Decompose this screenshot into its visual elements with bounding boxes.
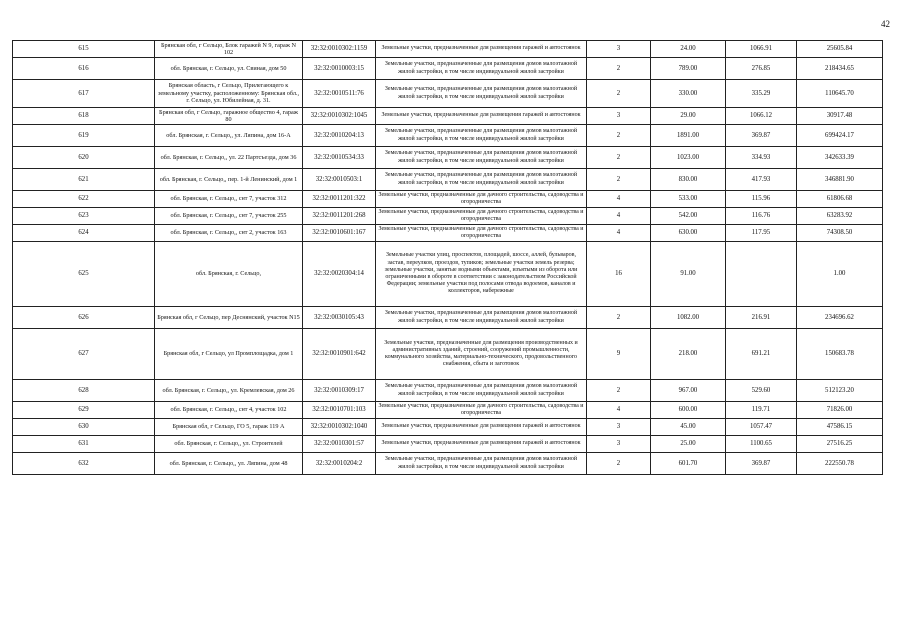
group-cell: 3 — [587, 41, 651, 58]
row-number-cell: 626 — [13, 307, 155, 329]
area-cell: 789.00 — [651, 58, 726, 80]
specific-value-cell: 334.93 — [726, 147, 797, 169]
cadastral-value-cell: 699424.17 — [797, 125, 883, 147]
area-cell: 1891.00 — [651, 125, 726, 147]
land-use-cell: Земельные участки, предназначенные для размещения гаражей и автостоянок — [376, 41, 587, 58]
row-number-cell: 631 — [13, 436, 155, 453]
land-use-cell: Земельные участки, предназначенные для дачного строительства, садоводства и огородничества — [376, 225, 587, 242]
specific-value-cell: 1066.91 — [726, 41, 797, 58]
land-use-cell: Земельные участки, предназначенные для дачного строительства, садоводства и огородничества — [376, 402, 587, 419]
cadastral-number-cell: 32:32:0010302:1040 — [303, 419, 376, 436]
address-cell: обл. Брянская, г. Сельцо,, пер. 1-й Ленинский, дом 1 — [155, 169, 303, 191]
cadastral-value-cell: 61806.68 — [797, 191, 883, 208]
group-cell: 4 — [587, 402, 651, 419]
specific-value-cell: 691.21 — [726, 329, 797, 380]
cadastral-value-cell: 1.00 — [797, 242, 883, 307]
area-cell: 29.00 — [651, 108, 726, 125]
cadastral-number-cell: 32:32:0010503:1 — [303, 169, 376, 191]
area-cell: 1082.00 — [651, 307, 726, 329]
land-use-cell: Земельные участки, предназначенные для размещения гаражей и автостоянок — [376, 419, 587, 436]
specific-value-cell: 119.71 — [726, 402, 797, 419]
cadastral-number-cell: 32:32:0010302:1045 — [303, 108, 376, 125]
cadastral-number-cell: 32:32:0010701:103 — [303, 402, 376, 419]
table-row — [13, 208, 883, 225]
land-use-cell: Земельные участки, предназначенные для размещения домов малоэтажной жилой застройки, в том числе индивидуальной жилой застройки — [376, 307, 587, 329]
cadastral-value-cell: 47586.15 — [797, 419, 883, 436]
cadastral-value-table — [12, 40, 883, 475]
cadastral-number-cell: 32:32:0010301:57 — [303, 436, 376, 453]
table-row — [13, 380, 883, 402]
address-cell: обл. Брянская, г. Сельцо,, снт 7, участок 312 — [155, 191, 303, 208]
land-use-cell: Земельные участки, предназначенные для размещения домов малоэтажной жилой застройки, в том числе индивидуальной жилой застройки — [376, 453, 587, 475]
table-row — [13, 191, 883, 208]
row-number-cell: 622 — [13, 191, 155, 208]
specific-value-cell: 1066.12 — [726, 108, 797, 125]
specific-value-cell: 417.93 — [726, 169, 797, 191]
address-cell: обл. Брянская, г. Сельцо,, ул. Ляпина, дом 16-А — [155, 125, 303, 147]
area-cell: 542.00 — [651, 208, 726, 225]
table-row — [13, 58, 883, 80]
cadastral-number-cell: 32:32:0010901:642 — [303, 329, 376, 380]
cadastral-value-cell: 71826.00 — [797, 402, 883, 419]
area-cell: 91.00 — [651, 242, 726, 307]
address-cell: обл. Брянская, г. Сельцо, — [155, 242, 303, 307]
land-use-cell: Земельные участки, предназначенные для размещения домов малоэтажной жилой застройки, в том числе индивидуальной жилой застройки — [376, 125, 587, 147]
cadastral-number-cell: 32:32:0010309:17 — [303, 380, 376, 402]
table-row — [13, 147, 883, 169]
table-row — [13, 329, 883, 380]
group-cell: 2 — [587, 307, 651, 329]
row-number-cell: 630 — [13, 419, 155, 436]
group-cell: 3 — [587, 436, 651, 453]
address-cell: Брянская обл, г Сельцо, пер Деснянский, участок N15 — [155, 307, 303, 329]
cadastral-value-cell: 30917.48 — [797, 108, 883, 125]
row-number-cell: 616 — [13, 58, 155, 80]
row-number-cell: 620 — [13, 147, 155, 169]
cadastral-number-cell: 32:32:0010302:1159 — [303, 41, 376, 58]
cadastral-value-cell: 218434.65 — [797, 58, 883, 80]
row-number-cell: 628 — [13, 380, 155, 402]
row-number-cell: 617 — [13, 80, 155, 108]
group-cell: 2 — [587, 169, 651, 191]
area-cell: 45.00 — [651, 419, 726, 436]
land-use-cell: Земельные участки, предназначенные для размещения производственных и административных зданий, строений, сооружений промышленности, коммунального хозяйства, материально-технического, продовольственного снабжения, сбыта и заготовок — [376, 329, 587, 380]
table-body — [13, 41, 883, 475]
table-row — [13, 436, 883, 453]
row-number-cell: 625 — [13, 242, 155, 307]
address-cell: обл. Брянская, г. Сельцо, ул. Свиная, дом 50 — [155, 58, 303, 80]
cadastral-value-cell: 342633.39 — [797, 147, 883, 169]
group-cell: 4 — [587, 208, 651, 225]
area-cell: 218.00 — [651, 329, 726, 380]
area-cell: 533.00 — [651, 191, 726, 208]
area-cell: 830.00 — [651, 169, 726, 191]
cadastral-value-cell: 346881.90 — [797, 169, 883, 191]
address-cell: Брянская обл, г Сельцо, ул Промплощадка, дом 1 — [155, 329, 303, 380]
land-use-cell: Земельные участки, предназначенные для дачного строительства, садоводства и огородничества — [376, 191, 587, 208]
specific-value-cell: 216.91 — [726, 307, 797, 329]
specific-value-cell: 117.95 — [726, 225, 797, 242]
cadastral-number-cell: 32:32:0010204:2 — [303, 453, 376, 475]
specific-value-cell: 116.76 — [726, 208, 797, 225]
specific-value-cell: 115.96 — [726, 191, 797, 208]
group-cell: 2 — [587, 147, 651, 169]
cadastral-value-cell: 110645.70 — [797, 80, 883, 108]
cadastral-number-cell: 32:32:0011201:322 — [303, 191, 376, 208]
row-number-cell: 632 — [13, 453, 155, 475]
cadastral-value-cell: 222550.78 — [797, 453, 883, 475]
cadastral-value-cell: 150683.78 — [797, 329, 883, 380]
row-number-cell: 618 — [13, 108, 155, 125]
group-cell: 3 — [587, 419, 651, 436]
address-cell: обл. Брянская, г. Сельцо,, снт 2, участок 163 — [155, 225, 303, 242]
address-cell: обл. Брянская, г. Сельцо,, ул. 22 Партсъезда, дом 36 — [155, 147, 303, 169]
table-row — [13, 169, 883, 191]
land-use-cell: Земельные участки, предназначенные для размещения домов малоэтажной жилой застройки, в том числе индивидуальной жилой застройки — [376, 380, 587, 402]
table-row — [13, 225, 883, 242]
specific-value-cell: 335.29 — [726, 80, 797, 108]
table-row — [13, 242, 883, 307]
land-use-cell: Земельные участки, предназначенные для размещения гаражей и автостоянок — [376, 108, 587, 125]
row-number-cell: 615 — [13, 41, 155, 58]
cadastral-number-cell: 32:32:0010601:167 — [303, 225, 376, 242]
cadastral-value-cell: 27516.25 — [797, 436, 883, 453]
address-cell: обл. Брянская, г. Сельцо,, ул. Строителей — [155, 436, 303, 453]
table-row — [13, 307, 883, 329]
specific-value-cell: 529.60 — [726, 380, 797, 402]
row-number-cell: 619 — [13, 125, 155, 147]
table-row — [13, 125, 883, 147]
cadastral-value-cell: 234696.62 — [797, 307, 883, 329]
land-use-cell: Земельные участки улиц, проспектов, площадей, шоссе, аллей, бульваров, застав, переулков, проездов, тупиков; земельные участки земель резерва; земельные участки, занятые водными объектами, изъятыми из оборота или ограниченными в обороте в соответствии с законодательством Российской Федерации; земельные участки под полосами отвода водоемов, каналов и коллекторов, набережные — [376, 242, 587, 307]
address-cell: обл. Брянская, г. Сельцо,, ул. Кремлевская, дом 26 — [155, 380, 303, 402]
group-cell: 2 — [587, 453, 651, 475]
row-number-cell: 627 — [13, 329, 155, 380]
area-cell: 600.00 — [651, 402, 726, 419]
group-cell: 3 — [587, 108, 651, 125]
address-cell: Брянская обл, г Сельцо, ГО 5, гараж 119 А — [155, 419, 303, 436]
cadastral-number-cell: 32:32:0030105:43 — [303, 307, 376, 329]
table-row — [13, 453, 883, 475]
area-cell: 1023.00 — [651, 147, 726, 169]
group-cell: 2 — [587, 80, 651, 108]
group-cell: 2 — [587, 58, 651, 80]
group-cell: 4 — [587, 191, 651, 208]
area-cell: 967.00 — [651, 380, 726, 402]
land-use-cell: Земельные участки, предназначенные для размещения домов малоэтажной жилой застройки, в том числе индивидуальной жилой застройки — [376, 147, 587, 169]
group-cell: 2 — [587, 380, 651, 402]
specific-value-cell: 1057.47 — [726, 419, 797, 436]
specific-value-cell: 276.85 — [726, 58, 797, 80]
table-row — [13, 419, 883, 436]
specific-value-cell: 369.87 — [726, 453, 797, 475]
area-cell: 24.00 — [651, 41, 726, 58]
area-cell: 601.70 — [651, 453, 726, 475]
address-cell: Брянская обл, г Сельцо, Блок гаражей N 9, гараж N 102 — [155, 41, 303, 58]
land-use-cell: Земельные участки, предназначенные для дачного строительства, садоводства и огородничества — [376, 208, 587, 225]
table-row — [13, 80, 883, 108]
cadastral-value-cell: 63283.92 — [797, 208, 883, 225]
land-use-cell: Земельные участки, предназначенные для размещения гаражей и автостоянок — [376, 436, 587, 453]
cadastral-number-cell: 32:32:0010534:33 — [303, 147, 376, 169]
cadastral-number-cell: 32:32:0020304:14 — [303, 242, 376, 307]
group-cell: 2 — [587, 125, 651, 147]
page-number: 42 — [881, 19, 890, 29]
land-use-cell: Земельные участки, предназначенные для размещения домов малоэтажной жилой застройки, в том числе индивидуальной жилой застройки — [376, 58, 587, 80]
group-cell: 16 — [587, 242, 651, 307]
table-row — [13, 402, 883, 419]
land-use-cell: Земельные участки, предназначенные для размещения домов малоэтажной жилой застройки, в том числе индивидуальной жилой застройки — [376, 80, 587, 108]
cadastral-value-cell: 512123.20 — [797, 380, 883, 402]
area-cell: 330.00 — [651, 80, 726, 108]
row-number-cell: 624 — [13, 225, 155, 242]
cadastral-number-cell: 32:32:0010003:15 — [303, 58, 376, 80]
land-use-cell: Земельные участки, предназначенные для размещения домов малоэтажной жилой застройки, в том числе индивидуальной жилой застройки — [376, 169, 587, 191]
row-number-cell: 623 — [13, 208, 155, 225]
group-cell: 4 — [587, 225, 651, 242]
cadastral-value-cell: 74308.50 — [797, 225, 883, 242]
area-cell: 630.00 — [651, 225, 726, 242]
address-cell: обл. Брянская, г. Сельцо,, ул. Ляпина, дом 48 — [155, 453, 303, 475]
specific-value-cell — [726, 242, 797, 307]
row-number-cell: 621 — [13, 169, 155, 191]
table-row — [13, 41, 883, 58]
row-number-cell: 629 — [13, 402, 155, 419]
cadastral-number-cell: 32:32:0010204:13 — [303, 125, 376, 147]
cadastral-number-cell: 32:32:0010511:76 — [303, 80, 376, 108]
address-cell: Брянская область, г Сельцо, Прилегающего к земельному участку, расположенному: Брянская обл., г. Сельцо, ул. Юбилейная, д. 31. — [155, 80, 303, 108]
cadastral-number-cell: 32:32:0011201:268 — [303, 208, 376, 225]
address-cell: обл. Брянская, г. Сельцо,, снт 7, участок 255 — [155, 208, 303, 225]
cadastral-value-cell: 25605.84 — [797, 41, 883, 58]
group-cell: 9 — [587, 329, 651, 380]
address-cell: Брянская обл, г Сельцо, гаражное общество 4, гараж 80 — [155, 108, 303, 125]
area-cell: 25.00 — [651, 436, 726, 453]
specific-value-cell: 369.87 — [726, 125, 797, 147]
table-row — [13, 108, 883, 125]
address-cell: обл. Брянская, г. Сельцо,, снт 4, участок 102 — [155, 402, 303, 419]
specific-value-cell: 1100.65 — [726, 436, 797, 453]
